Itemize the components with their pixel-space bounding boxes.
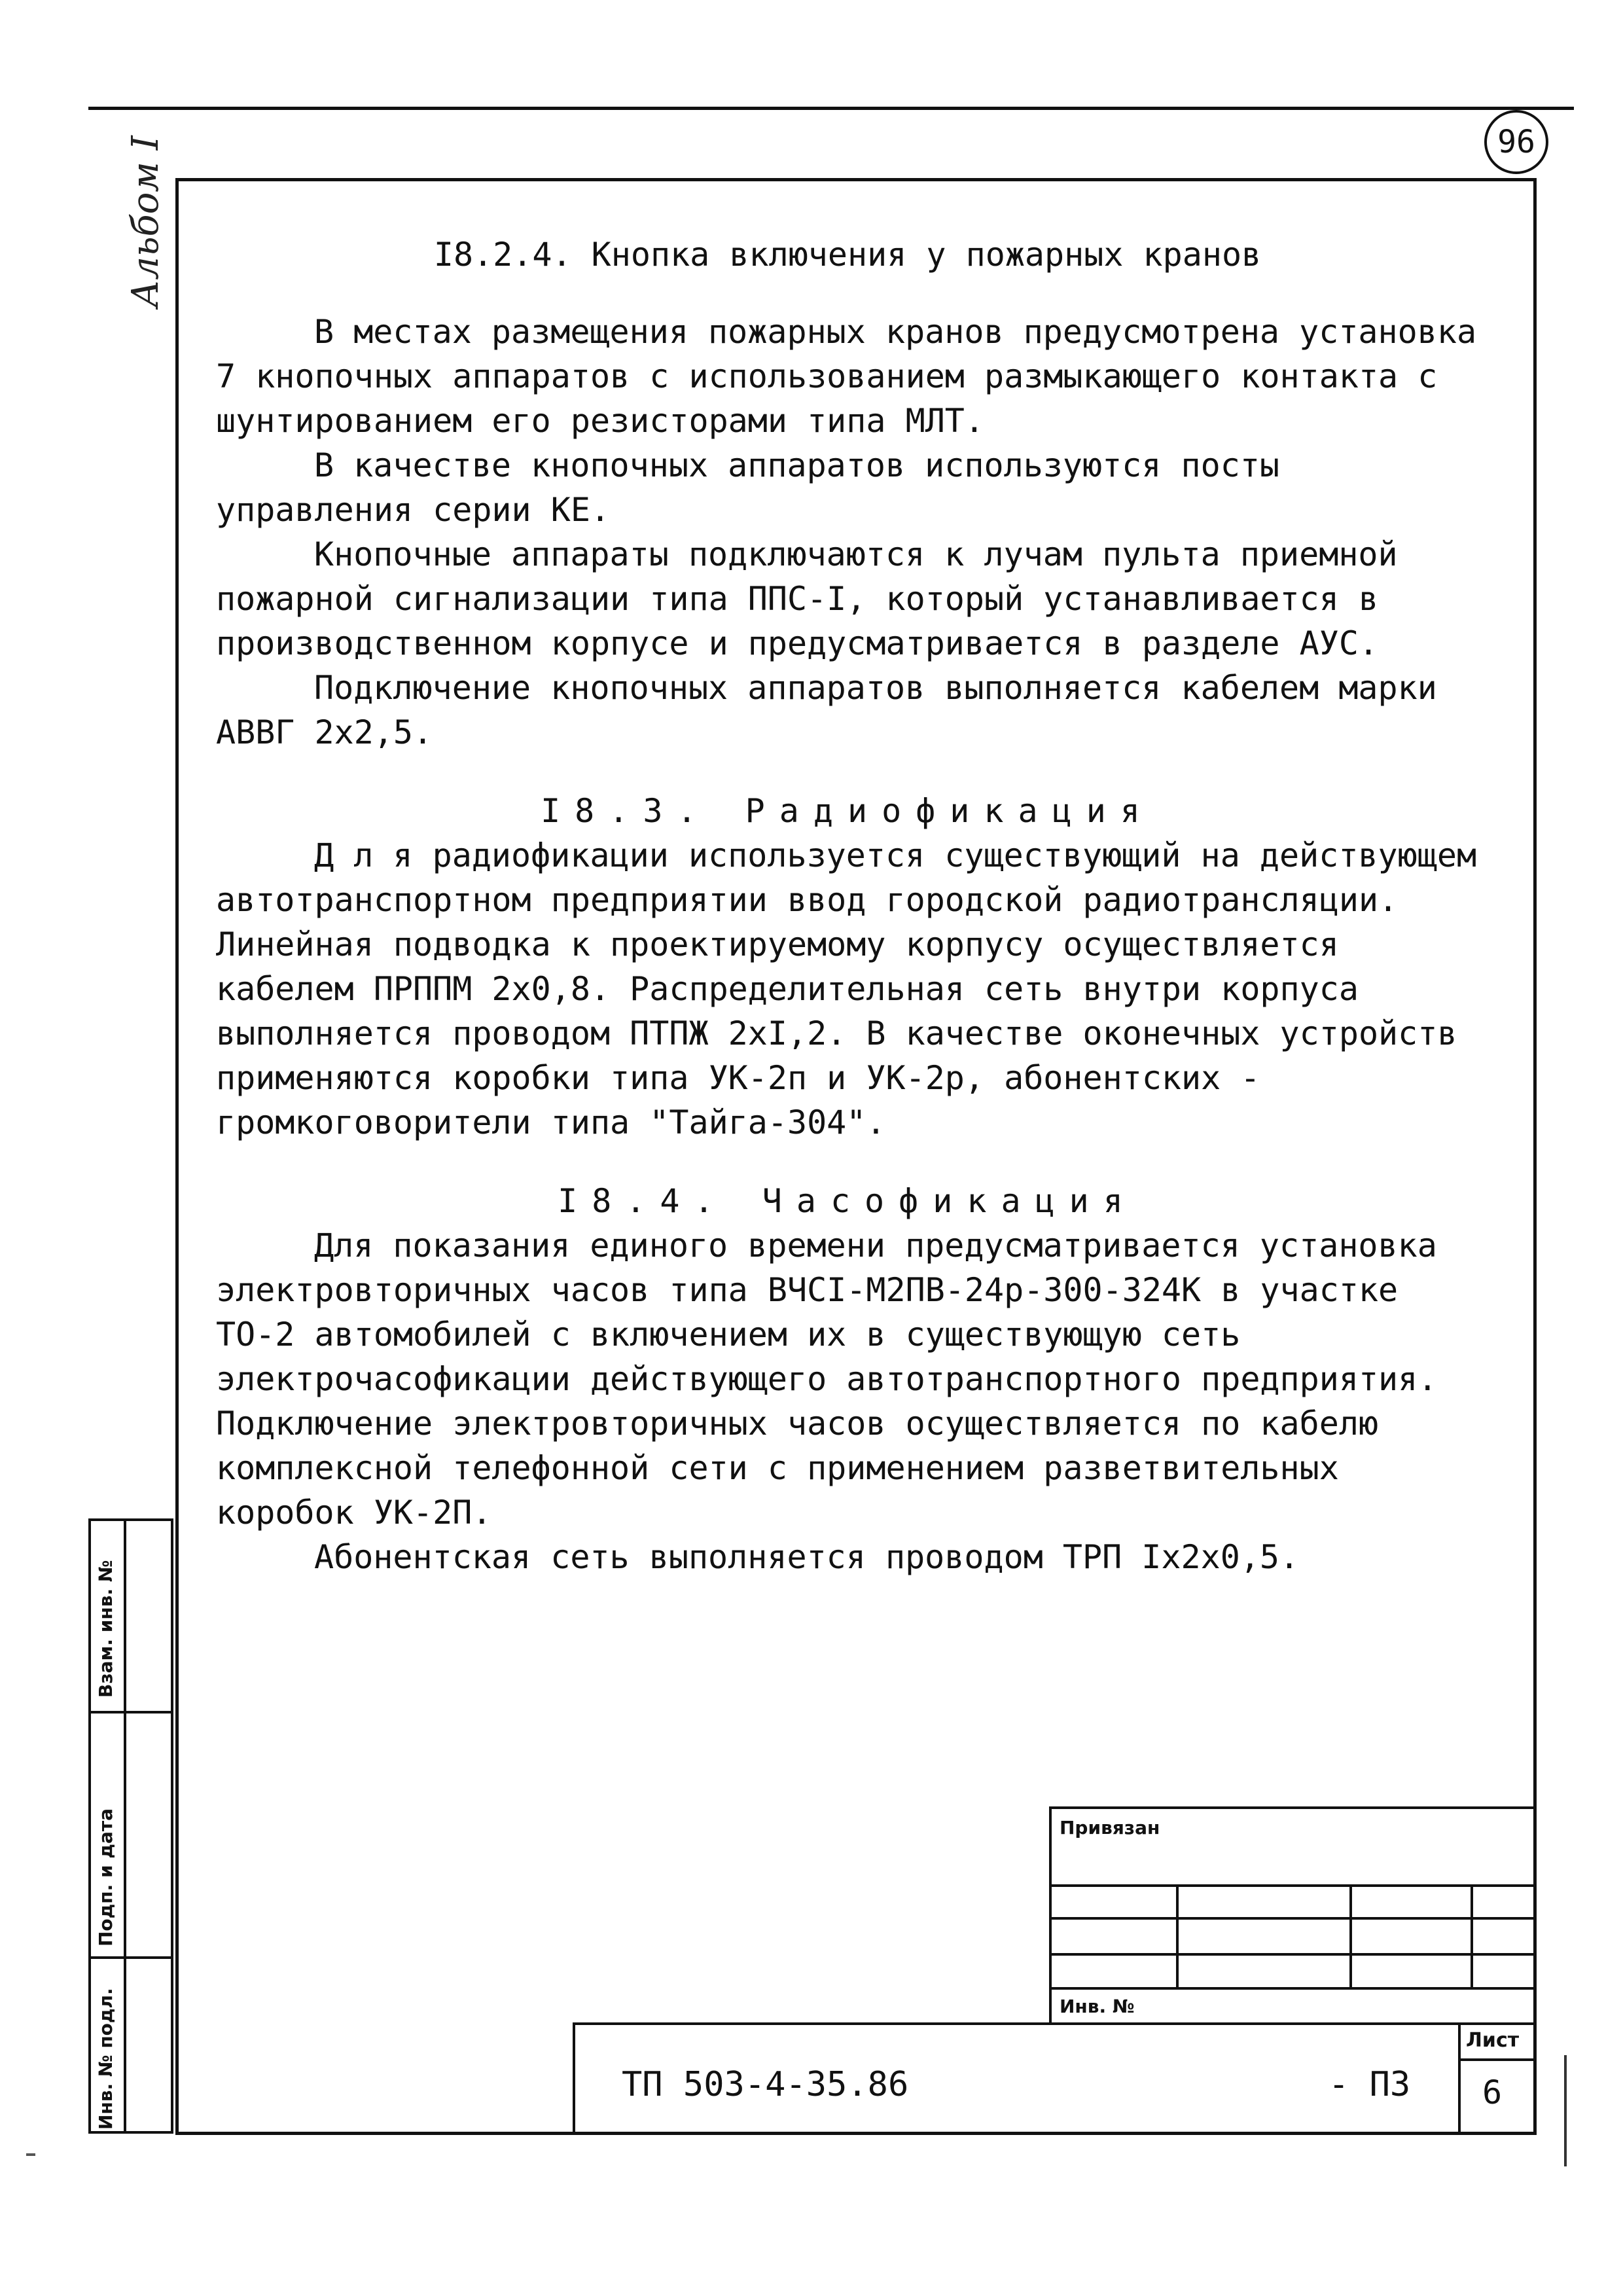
margin-note: Альбом I <box>124 135 167 308</box>
paragraph: Д л я радиофикации используется существующий на действующем автотранспортном предприятии ввод городской радиотрансляции. Линейная подводка к проектируемому корпусу осуществляется кабелем ПРППМ 2х0,8. Распределительная сеть внутри корпуса выполняется проводом ПТПЖ 2хI,2. В качестве оконечных устройств применяются коробки типа УК-2п и УК-2р, абонентских - громкоговорители типа "Тайга-304". <box>216 836 1477 1141</box>
sheet-value: 6 <box>1482 2073 1503 2111</box>
section-heading: I8.4. Часофикация <box>558 1182 1137 1220</box>
paragraph: Для показания единого времени предусматривается установка электровторичных часов типа ВЧСI-М2ПВ-24р-300-324К в участке ТО-2 автомобилей с включением их в существующую сеть электрочасофикации действующего автотранспортного предприятия. Подключение электровторичных часов осуществляется по кабелю комплексной телефонной сети с применением разветвительных коробок УК-2П. <box>216 1227 1438 1532</box>
section-heading: I8.2.4. Кнопка включения у пожарных кранов <box>433 236 1262 274</box>
paragraph: Подключение кнопочных аппаратов выполняется кабелем марки АВВГ 2х2,5. <box>216 669 1437 751</box>
page-number-circle: 96 <box>1484 110 1548 174</box>
document-code: ТП 503-4-35.86 <box>622 2065 909 2104</box>
section-heading: I8.3. Радиофикация <box>541 792 1154 830</box>
scan-mark <box>1564 2055 1567 2166</box>
privyazan-label: Привязан <box>1060 1817 1160 1839</box>
top-rule <box>88 107 1574 110</box>
paragraph: Кнопочные аппараты подключаются к лучам пульта приемной пожарной сигнализации типа ППС-I, который устанавливается в производственном корпусе и предусматривается в разделе АУС. <box>216 535 1398 662</box>
paragraph: В качестве кнопочных аппаратов используются посты управления серии КЕ. <box>216 446 1280 529</box>
document-section: - ПЗ <box>1329 2065 1411 2104</box>
left-stamp-strip: Взам. инв. № Подп. и дата Инв. № подл. <box>88 1518 173 2134</box>
title-block-upper <box>1049 1806 1537 2022</box>
paragraph: Абонентская сеть выполняется проводом ТРП Iх2х0,5. <box>314 1538 1300 1576</box>
document-body <box>216 232 1479 1579</box>
inventory-no-label: Инв. № <box>1060 1996 1135 2017</box>
paragraph: В местах размещения пожарных кранов предусмотрена установка 7 кнопочных аппаратов с использованием размыкающего контакта с шунтированием его резисторами типа МЛТ. <box>216 313 1477 440</box>
sheet-label: Лист <box>1466 2029 1520 2052</box>
scan-mark <box>26 2153 35 2156</box>
